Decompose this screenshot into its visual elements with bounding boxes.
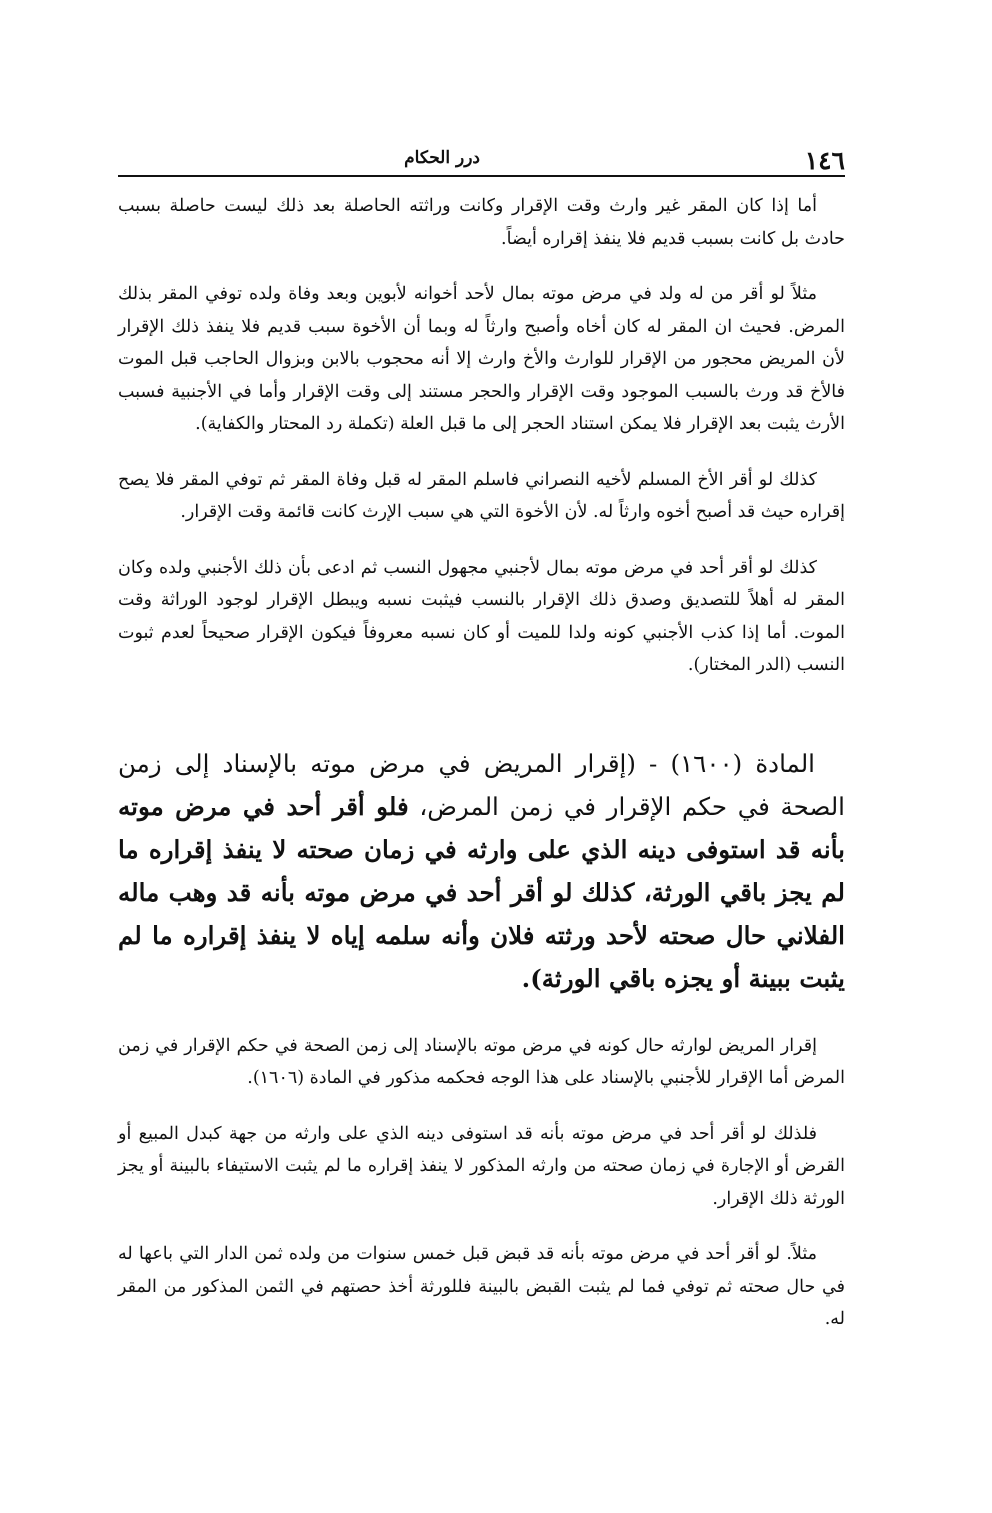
commentary-2: فلذلك لو أقر أحد في مرض موته بأنه قد استوفى دينه الذي على وارثه من جهة كبدل المبيع أو القرض أو الإجارة في زمان صحته من وارثه المذكور لا ينفذ إقراره ما لم يثبت الاستيفاء بالبينة أو يجز الورثة ذلك الإقرار. [118, 1123, 845, 1209]
header-rule [118, 175, 845, 177]
paragraph-1: أما إذا كان المقر غير وارث وقت الإقرار وكانت وراثته الحاصلة بعد ذلك ليست حاصلة بسبب حادث بل كانت بسبب قديم فلا ينفذ إقراره أيضاً. [118, 196, 845, 249]
running-title: درر الحكام [404, 148, 480, 168]
paragraph-4: كذلك لو أقر أحد في مرض موته بمال لأجنبي مجهول النسب ثم ادعى بأن ذلك الأجنبي ولده وكان المقر له أهلاً للتصديق وصدق ذلك الإقرار بالنسب فيثبت نسبه ويبطل الإقرار لوجود الوراثة وقت الموت. أما إذا كذب الأجنبي كونه ولدا للميت أو كان نسبه معروفاً فيكون الإقرار صحيحاً لعدم ثبوت النسب (الدر المختار). [118, 557, 845, 675]
commentary-3: مثلاً. لو أقر أحد في مرض موته بأنه قد قبض قبل خمس سنوات من ولده ثمن الدار التي باعها له في حال صحته ثم توفي فما لم يثبت القبض بالبينة فللورثة أخذ حصتهم في الثمن المذكور من المقر له. [118, 1244, 845, 1329]
paragraph-2: مثلاً لو أقر من له ولد في مرض موته بمال لأحد أخوانه لأبوين وبعد وفاة ولده توفي المقر بذلك المرض. فحيث ان المقر له كان أخاه وأصبح وارثاً له وبما أن الأخوة سبب قديم فلا ينفذ ذلك الإقرار لأن المريض محجور من الإقرار للوارث والأخ وارث إلا أنه محجوب بالابن وبزوال الحاجب قبل الموت فالأخ قد ورث بالسبب الموجود وقت الإقرار والحجر مستند إلى وقت الإقرار وأما في الأجنبية فسبب الأرث يثبت بعد الإقرار فلا يمكن استناد الحجر إلى ما قبل العلة (تكملة رد المحتار والكفاية). [118, 284, 845, 434]
page-header [118, 142, 845, 178]
article-1600 [118, 742, 845, 1000]
commentary-1: إقرار المريض لوارثه حال كونه في مرض موته بالإسناد إلى زمن الصحة في حكم الإقرار في زمن المرض أما الإقرار للأجنبي بالإسناد على هذا الوجه فحكمه مذكور في المادة (١٦٠٦). [118, 1035, 845, 1088]
article-body: فلو أقر أحد في مرض موته بأنه قد استوفى دينه الذي على وارثه في زمان صحته لا ينفذ إقراره ما لم يجز باقي الورثة، كذلك لو أقر أحد في مرض موته بأنه قد وهب ماله الفلاني حال صحته لأحد ورثته فلان وأنه سلمه إياه لا ينفذ إقراره ما لم يثبت ببينة أو يجزه باقي الورثة). [118, 791, 845, 993]
paragraph-3: كذلك لو أقر الأخ المسلم لأخيه النصراني فاسلم المقر له قبل وفاة المقر ثم توفي المقر فلا يصح إقراره حيث قد أصبح أخوه وارثاً له. لأن الأخوة التي هي سبب الإرث كانت قائمة وقت الإقرار. [118, 469, 845, 522]
page-number: ١٤٦ [804, 146, 845, 175]
body-text [118, 190, 845, 1336]
article-lead: المادة (١٦٠٠) - (إقرار المريض في مرض موته بالإسناد إلى زمن الصحة في حكم الإقرار في زمن المرض، [118, 748, 845, 821]
